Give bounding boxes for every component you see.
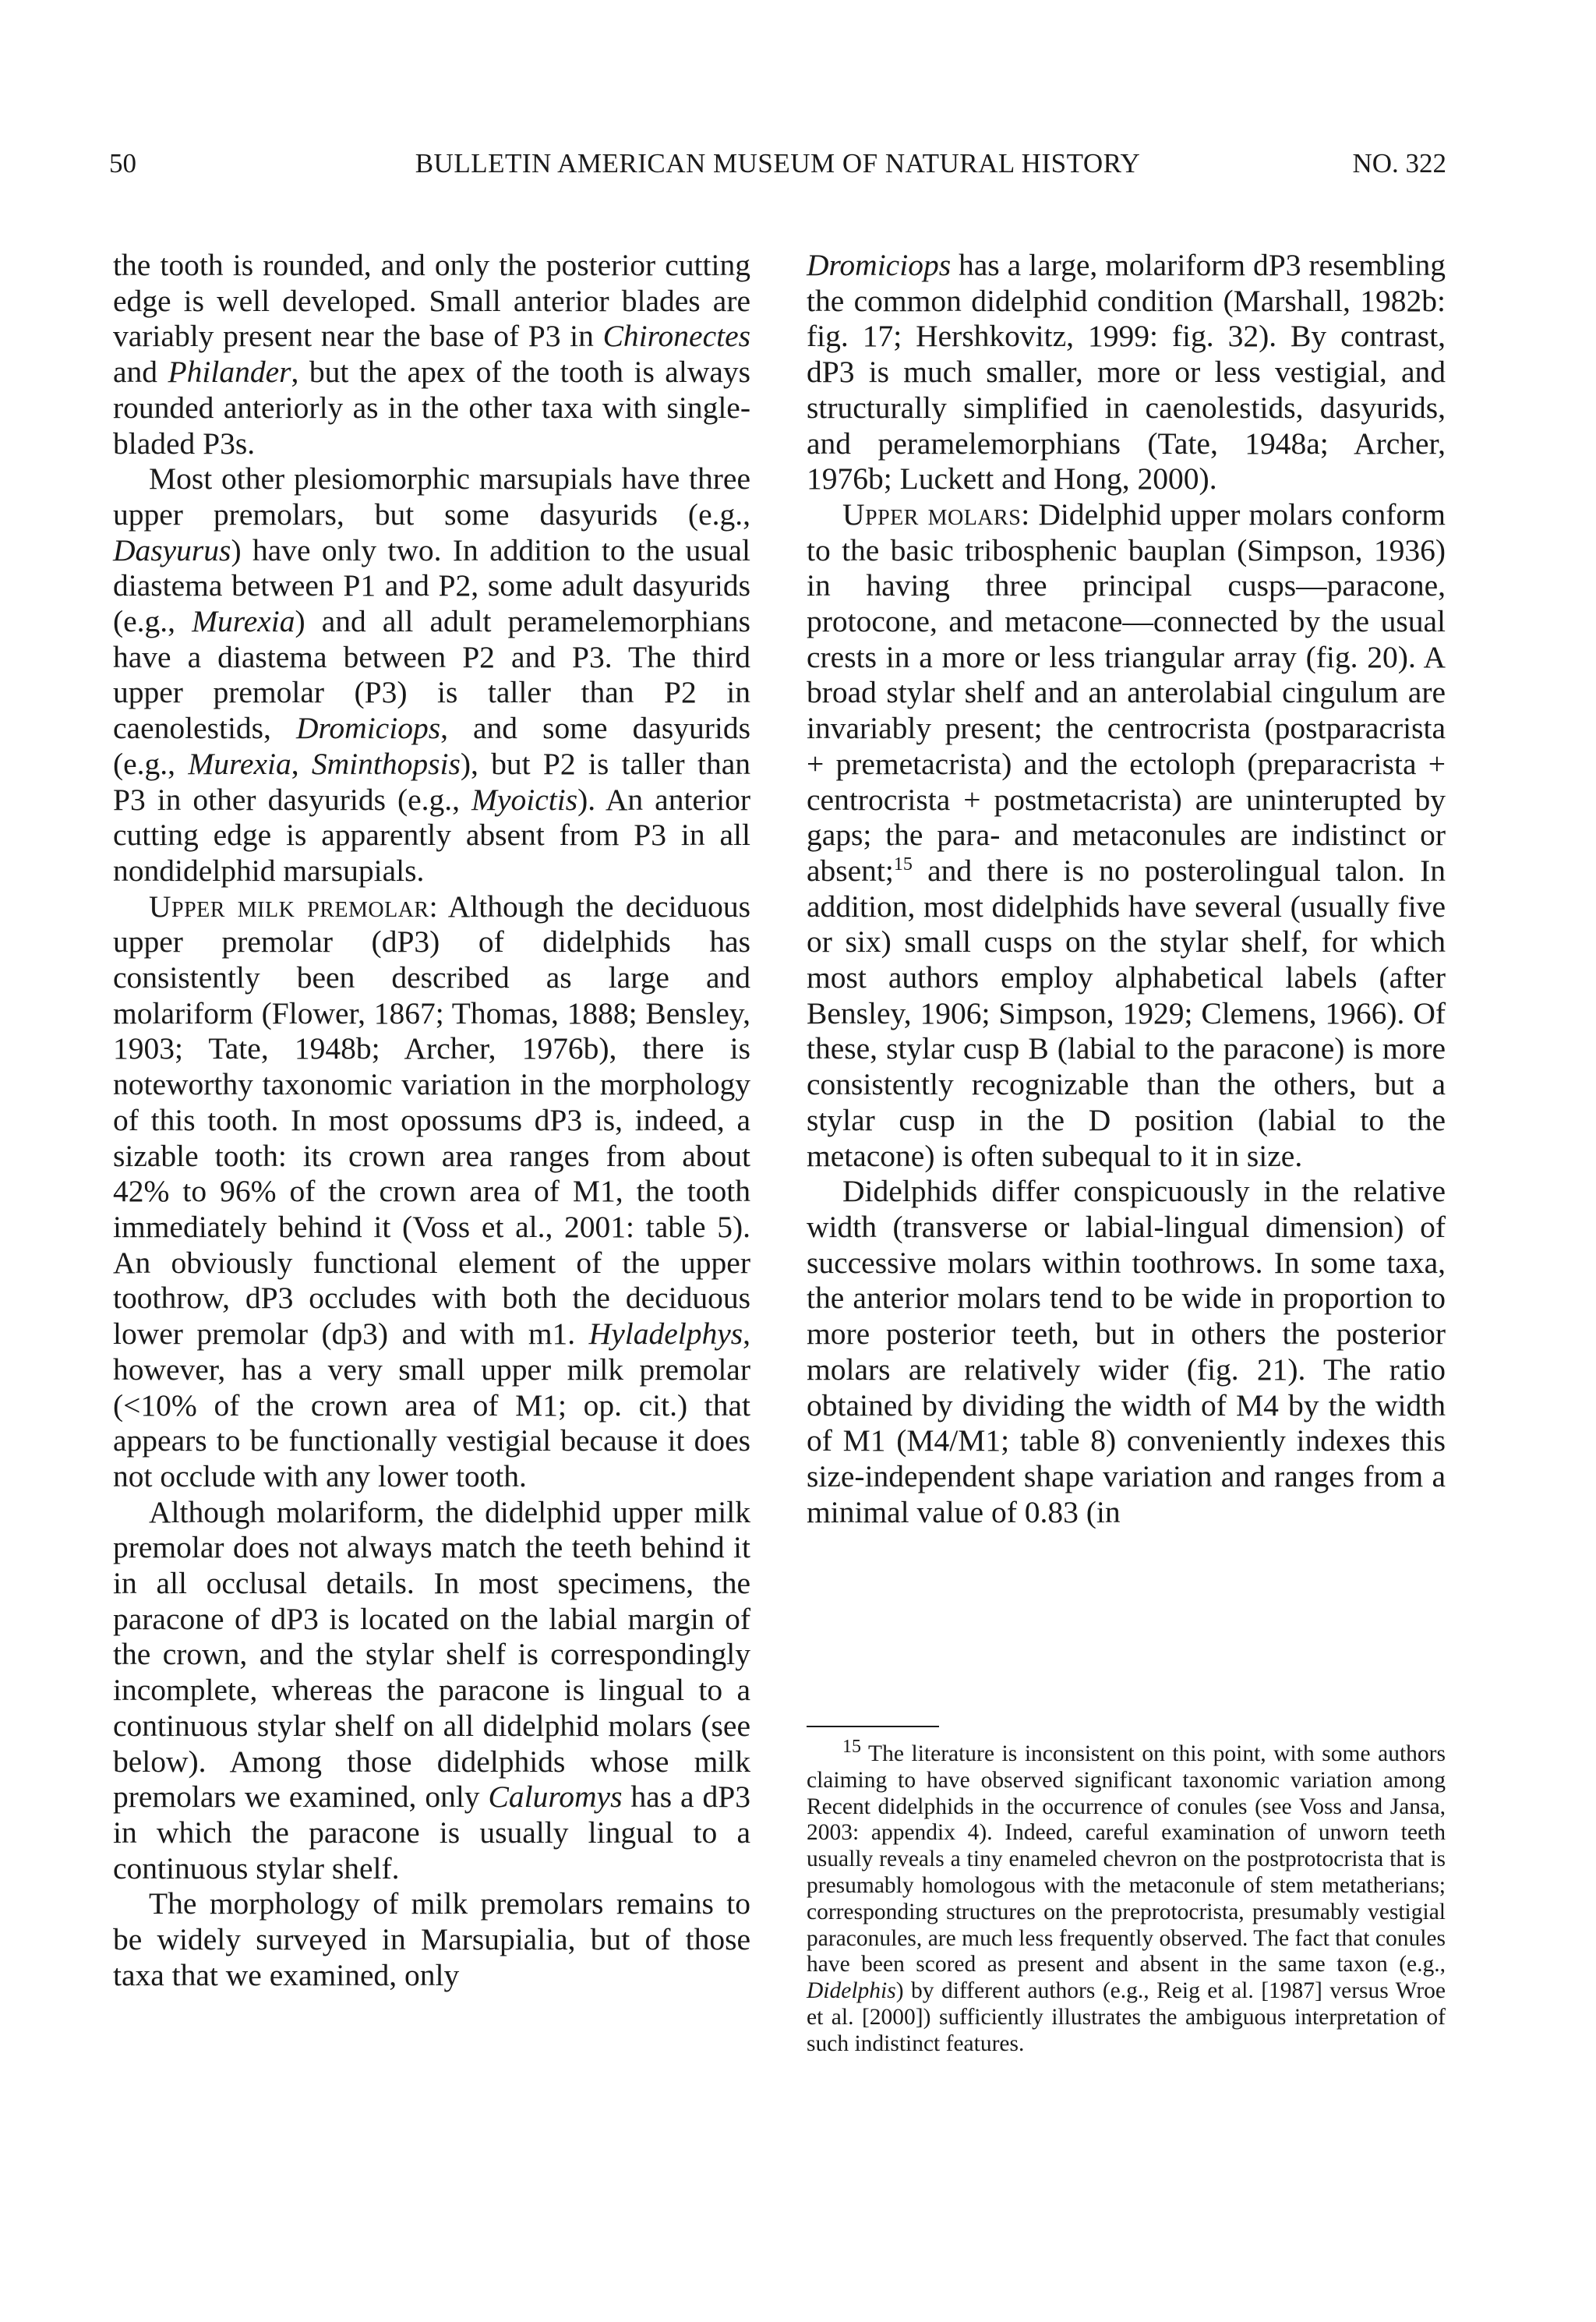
taxon-name: Murexia	[188, 746, 291, 781]
text-run: The morphology of milk premolars remains to be widely surveyed in Marsupialia, but of those taxa that we examined, only	[113, 1886, 750, 1992]
text-run: has a large, molariform dP3 resembling the common didelphid condition (Marshall, 1982b: fig. 17; Hershkovitz, 1999: fig. 32). By contrast, dP3 is much smaller, more or less vestigial, and structurally simplified in caenolestids, dasyurids, and peramelemorphians (Tate, 1948a; Archer, 1976b; Luckett and Hong, 2000).	[807, 248, 1446, 497]
text-run: The literature is inconsistent on this point, with some authors claiming to have observed significant taxonomic variation among Recent didelphids in the occurrence of conules (see Voss and Jansa, 2003: appendix 4). Indeed, careful examination of unworn teeth usually reveals a tiny enameled chevron on the postprotocrista that is presumably homologous with the metaconule of stem metatherians; corresponding structures on the preprotocrista, presumably vestigial paraconules, are much less frequently observed. The fact that conules have been scored as present and absent in the same taxon (e.g.,	[807, 1741, 1446, 1977]
taxon-name: Didelphis	[807, 1978, 896, 2004]
text-run: ) by different authors (e.g., Reig et al. [1987] versus Wroe et al. [2000]) sufficiently illustrates the ambiguous interpretation of such indistinct features.	[807, 1978, 1446, 2056]
text-run: Most other plesiomorphic marsupials have three upper premolars, but some dasyurids (e.g.,	[113, 461, 750, 532]
text-run: ) and all adult peramelemorphians have a diastema between P2 and P3. The third upper premolar (P3) is taller than P2 in caenolestids,	[113, 604, 750, 746]
taxon-name: Murexia	[192, 604, 295, 639]
page-number: 50	[109, 148, 136, 178]
text-run: has a dP3 in which the paracone is usually lingual to a continuous stylar shelf.	[113, 1779, 750, 1886]
taxon-name: Hyladelphys	[588, 1317, 743, 1352]
paragraph	[113, 248, 750, 461]
text-run: , however, has a very small upper milk premolar (<10% of the crown area of M1; op. cit.) that appears to be functionally vestigial because it does not occlude with any lower tooth.	[113, 1317, 750, 1493]
text-run: and there is no posterolingual talon. In addition, most didelphids have several (usually five or six) small cusps on the stylar shelf, for which most authors employ alphabetical labels (after Bensley, 1906; Simpson, 1929; Clemens, 1966). Of these, stylar cusp B (labial to the paracone) is more consistently recognizable than the others, but a stylar cusp in the D position (labial to the metacone) is often subequal to it in size.	[807, 853, 1446, 1173]
taxon-name: Myoictis	[471, 782, 578, 817]
text-run: , but the apex of the tooth is always rounded anteriorly as in the other taxa with single-bladed P3s.	[113, 355, 750, 461]
text-run: ). An anterior cutting edge is apparently absent from P3 in all nondidelphid marsupials.	[113, 782, 750, 888]
paragraph	[113, 461, 750, 889]
text-run: : Didelphid upper molars conform to the basic tribosphenic bauplan (Simpson, 1936) in having three principal cusps—paracone, protocone, and metacone—connected by the usual crests in a more or less triangular array (fig. 20). A broad stylar shelf and an anterolabial cingulum are invariably present; the centrocrista (postparacrista + premetacrista) and the ectoloph (preparacrista + centrocrista + postmetacrista) are uninterupted by gaps; the para- and metaconules are indistinct or absent;	[807, 497, 1446, 888]
footnote-number: 15	[842, 1737, 861, 1758]
section-heading: Upper molars	[842, 497, 1022, 532]
text-run: ,	[291, 746, 312, 781]
right-column	[807, 248, 1446, 1530]
taxon-name: Chironectes	[602, 319, 750, 354]
taxon-name: Philander	[168, 355, 291, 390]
text-run: Didelphids differ conspicuously in the relative width (transverse or labial-lingual dimension) of successive molars within toothrows. In some taxa, the anterior molars tend to be wide in proportion to more posterior teeth, but in others the posterior molars are relatively wider (fig. 21). The ratio obtained by dividing the width of M4 by the width of M1 (M4/M1; table 8) conveniently indexes this size-independent shape variation and ranges from a minimal value of 0.83 (in	[807, 1174, 1446, 1529]
text-run: Although molariform, the didelphid upper milk premolar does not always match the teeth behind it in all occlusal details. In most specimens, the paracone of dP3 is located on the labial margin of the crown, and the stylar shelf is correspondingly incomplete, whereas the paracone is lingual to a continuous stylar shelf on all didelphid molars (see below). Among those didelphids whose milk premolars we examined, only	[113, 1494, 750, 1815]
paragraph	[113, 1886, 750, 1993]
issue-number: NO. 322	[1352, 148, 1446, 178]
left-column	[113, 248, 750, 1993]
journal-title: BULLETIN AMERICAN MUSEUM OF NATURAL HISTORY	[415, 148, 1141, 178]
footnote-paragraph	[807, 1737, 1446, 2058]
paragraph	[113, 889, 750, 1495]
text-run: ) have only two. In addition to the usual diastema between P1 and P2, some adult dasyurids (e.g.,	[113, 532, 750, 639]
paragraph	[807, 248, 1446, 497]
footnote-rule	[807, 1726, 939, 1727]
footnote-reference: 15	[893, 854, 913, 875]
text-run: : Although the deciduous upper premolar (dP3) of didelphids has consistently been described as large and molariform (Flower, 1867; Thomas, 1888; Bensley, 1903; Tate, 1948b; Archer, 1976b), there is noteworthy taxonomic variation in the morphology of this tooth. In most opossums dP3 is, indeed, a sizable tooth: its crown area ranges from about 42% to 96% of the crown area of M1, the tooth immediately behind it (Voss et al., 2001: table 5). An obviously functional element of the upper toothrow, dP3 occludes with both the deciduous lower premolar (dp3) and with m1.	[113, 889, 751, 1352]
paragraph	[807, 497, 1446, 1174]
paragraph	[113, 1495, 750, 1887]
section-heading: Upper milk premolar	[149, 889, 429, 924]
paragraph	[807, 1174, 1446, 1530]
text-run: and	[113, 355, 168, 390]
text-run: ), but P2 is taller than P3 in other dasyurids (e.g.,	[113, 746, 751, 817]
taxon-name: Sminthopsis	[311, 746, 461, 781]
taxon-name: Caluromys	[488, 1779, 623, 1815]
taxon-name: Dromiciops	[807, 248, 952, 282]
text-run: the tooth is rounded, and only the posterior cutting edge is well developed. Small anterior blades are variably present near the base of P3 in	[113, 248, 750, 354]
running-header	[109, 144, 1446, 183]
text-run: , and some dasyurids (e.g.,	[113, 711, 750, 781]
taxon-name: Dromiciops	[296, 711, 441, 746]
taxon-name: Dasyurus	[113, 532, 231, 567]
footnote	[807, 1737, 1446, 2058]
